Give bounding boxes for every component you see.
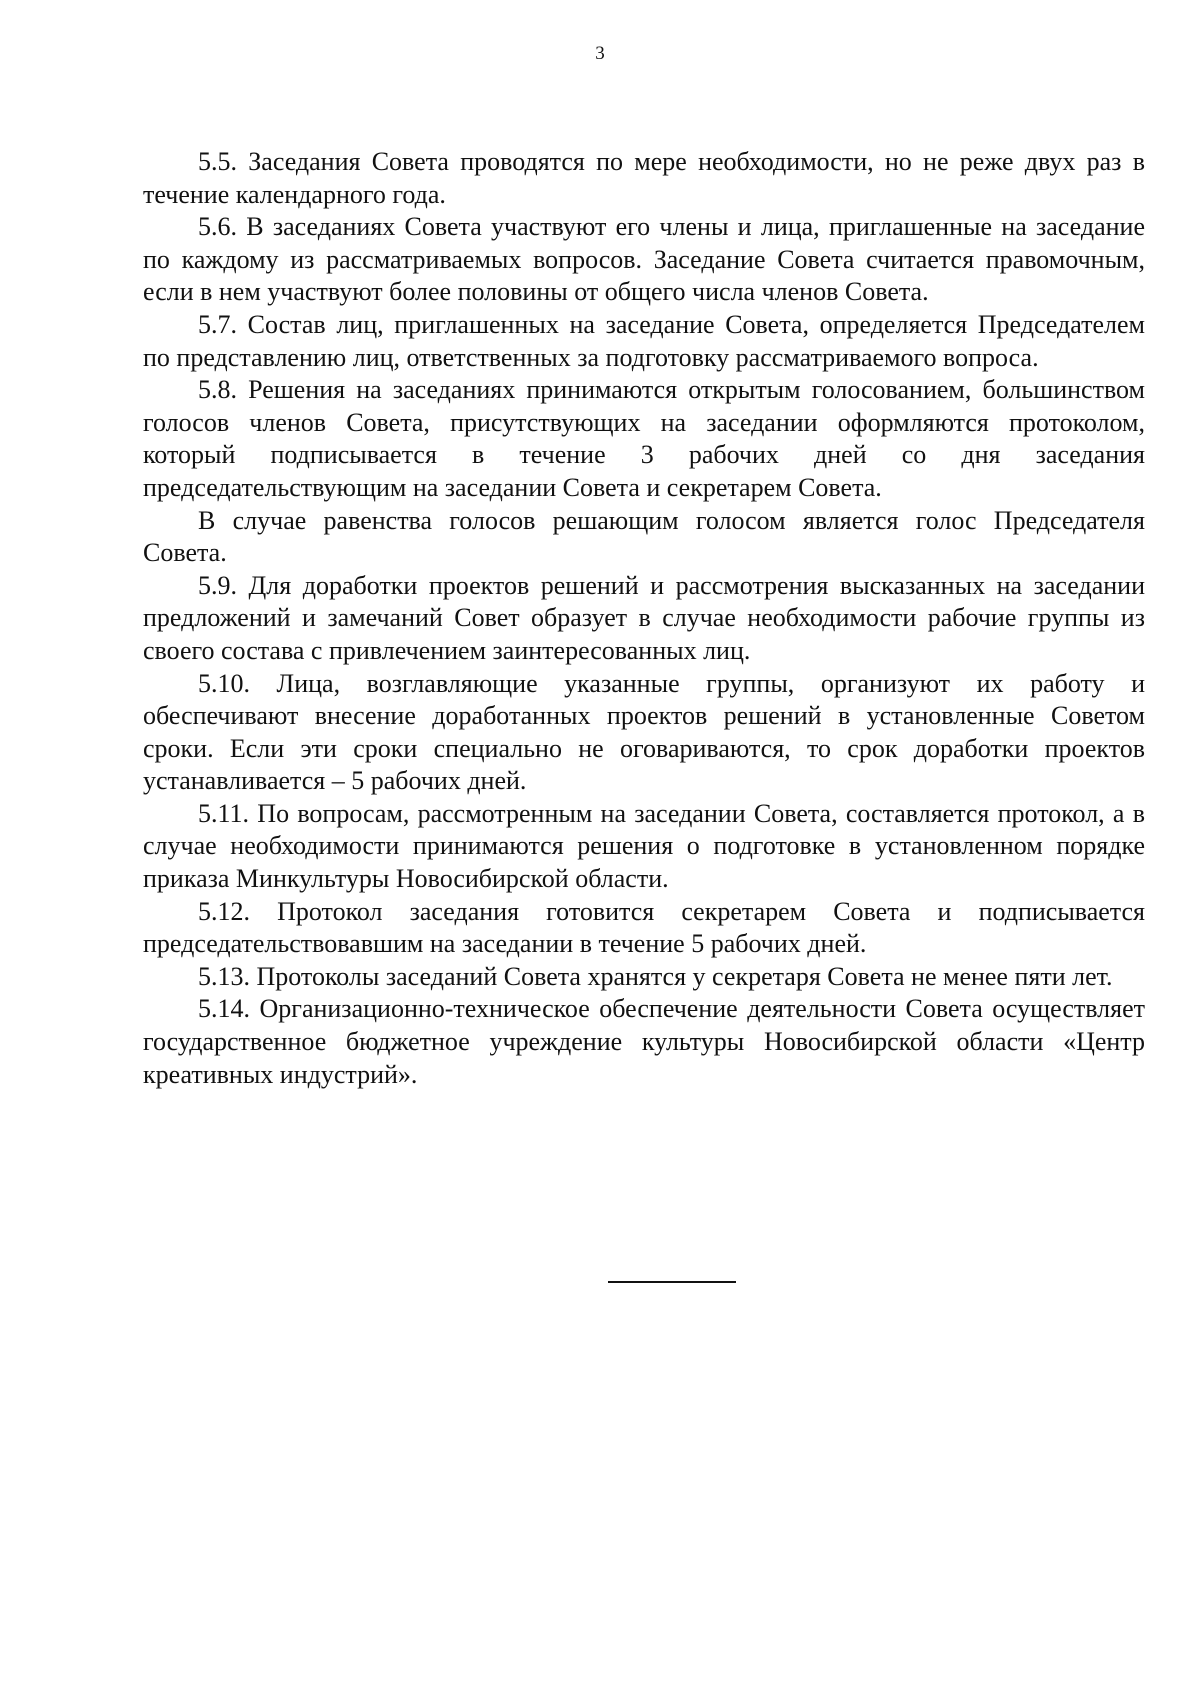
paragraph-5-10: 5.10. Лица, возглавляющие указанные группы, организуют их работу и обеспечивают внесение доработанных проектов решений в установленные Советом сроки. Если эти сроки специально не оговариваются, то срок доработки проектов устанавливается – 5 рабочих дней. bbox=[143, 668, 1145, 796]
paragraph-5-14: 5.14. Организационно-техническое обеспечение деятельности Совета осуществляет государственное бюджетное учреждение культуры Новосибирской области «Центр креативных индустрий». bbox=[143, 994, 1145, 1089]
document-body bbox=[143, 146, 1145, 1091]
paragraph-5-9: 5.9. Для доработки проектов решений и рассмотрения высказанных на заседании предложений и замечаний Совет образует в случае необходимости рабочие группы из своего состава с привлечением заинтересованных лиц. bbox=[143, 570, 1145, 665]
paragraph-5-5: 5.5. Заседания Совета проводятся по мере необходимости, но не реже двух раз в течение календарного года. bbox=[143, 147, 1145, 209]
paragraph-5-6: 5.6. В заседаниях Совета участвуют его члены и лица, приглашенные на заседание по каждому из рассматриваемых вопросов. Заседание Совета считается правомочным, если в нем участвуют более половины от общего числа членов Совета. bbox=[143, 212, 1145, 307]
paragraph-5-13: 5.13. Протоколы заседаний Совета хранятся у секретаря Совета не менее пяти лет. bbox=[198, 961, 1113, 991]
paragraph-5-8: 5.8. Решения на заседаниях принимаются открытым голосованием, большинством голосов членов Совета, присутствующих на заседании оформляются протоколом, который подписывается в течение 3 рабочих дней со дня заседания председательствующим на заседании Совета и секретарем Совета. bbox=[143, 375, 1145, 502]
paragraph-5-8-tie-vote: В случае равенства голосов решающим голосом является голос Председателя Совета. bbox=[143, 505, 1145, 568]
paragraph-5-12: 5.12. Протокол заседания готовится секретарем Совета и подписывается председательствовавшим на заседании в течение 5 рабочих дней. bbox=[143, 896, 1145, 959]
page-number: 3 bbox=[595, 43, 605, 64]
paragraph-5-7: 5.7. Состав лиц, приглашенных на заседание Совета, определяется Председателем по представлению лиц, ответственных за подготовку рассматриваемого вопроса. bbox=[143, 309, 1145, 372]
end-separator-line bbox=[608, 1281, 736, 1283]
paragraph-5-11: 5.11. По вопросам, рассмотренным на заседании Совета, составляется протокол, а в случае необходимости принимаются решения о подготовке в установленном порядке приказа Минкультуры Новосибирской области. bbox=[143, 798, 1145, 894]
